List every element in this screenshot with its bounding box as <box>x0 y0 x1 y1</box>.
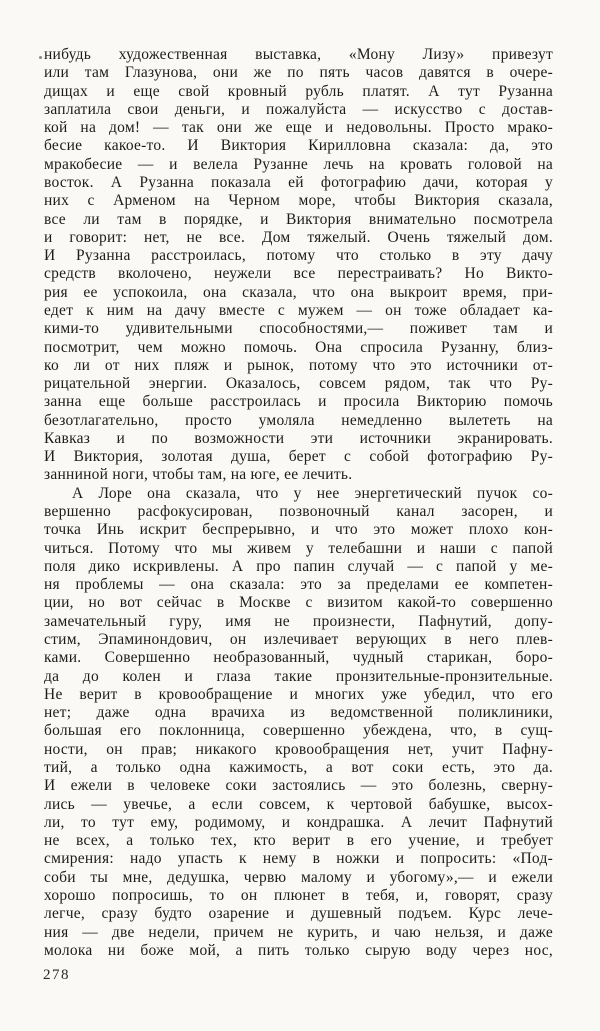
text-line: вершенно расфокусирован, позвоночный канал засорен, и <box>44 503 553 521</box>
text-line: стим, Эпаминондович, он излечивает верующих в него плев- <box>44 631 553 648</box>
text-line: и говорит: нет, не все. Дом тяжелый. Очень тяжелый дом. <box>44 228 553 246</box>
text-line: соби ты мне, дедушка, червю малому и убогому»,— и ежели <box>44 868 553 886</box>
page-text <box>44 46 553 960</box>
text-line: читься. Потому что мы живем у телебашни и наши с папой <box>44 539 553 557</box>
text-line: все ли там в порядке, и Виктория внимательно посмотрела <box>44 210 553 228</box>
text-line: ня проблемы — она сказала: это за пределами ее компетен- <box>44 576 553 594</box>
text-line: безотлагательно, просто умоляла немедленно вылететь на <box>44 411 553 429</box>
text-line: нибудь художественная выставка, «Мону Лизу» привезут <box>44 46 553 63</box>
text-line: нет; даже одна врачиха из ведомственной поликлиники, <box>44 704 553 722</box>
text-line: едет к ним на дачу вместе с мужем — он тоже обладает ка- <box>44 301 553 319</box>
text-line: ли, то тут ему, родимому, и кондрашка. А лечит Пафнутий <box>44 813 553 831</box>
text-line: средств вколочено, неужели все перестраивать? Но Викто- <box>44 265 553 283</box>
text-line: рицательной энергии. Оказалось, совсем рядом, так что Ру- <box>44 375 553 393</box>
text-line: смирения: надо упасть к нему в ножки и попросить: «Под- <box>44 850 553 868</box>
text-line: молока ни боже мой, а пить только сырую воду через нос, <box>44 941 553 959</box>
text-line: мракобесие — и велела Рузанне лечь на кровать головой на <box>44 155 553 173</box>
scan-artifact-dot <box>39 56 42 59</box>
text-line: Не верит в кровообращение и многих уже убедил, что его <box>44 685 553 703</box>
text-line: занна еще больше расстроилась и просила Викторию помочь <box>44 393 553 411</box>
text-line: И Виктория, золотая душа, берет с собой фотографию Ру- <box>44 448 553 466</box>
text-line: рия ее успокоила, она сказала, что она выкроит время, при- <box>44 283 553 301</box>
text-line: ками. Совершенно необразованный, чудный старикан, боро- <box>44 649 553 667</box>
text-line: легче, сразу будто озарение и душевный подъем. Курс лече- <box>44 905 553 923</box>
text-line: занниной ноги, чтобы там, на юге, ее лечить. <box>44 466 353 484</box>
text-line: дищах и еще свой кровный рубль платят. А тут Рузанна <box>44 82 553 100</box>
text-line: большая его поклонница, совершенно убеждена, что, в сущ- <box>44 722 553 740</box>
text-line: точка Инь искрит беспрерывно, и что это может плохо кон- <box>44 521 553 539</box>
text-line: И ежели в человеке соки застоялись — это болезнь, сверну- <box>44 777 553 795</box>
text-line: поля дико искривлены. А про папин случай — с папой у ме- <box>44 557 553 575</box>
text-line: тий, а только одна кажимость, а вот соки есть, это да. <box>44 758 553 776</box>
text-line: А Лоре она сказала, что у нее энергетический пучок со- <box>72 484 553 502</box>
text-line: заплатила свои деньги, и пожалуйста — искусство с достав- <box>44 100 553 118</box>
page-number: 278 <box>43 967 70 983</box>
text-line: лись — увечье, а если совсем, к чертовой бабушке, высох- <box>44 795 553 813</box>
text-line: замечательный гуру, имя не произнести, Пафнутий, допу- <box>44 612 553 630</box>
text-line: ции, но вот сейчас в Москве с визитом какой-то совершенно <box>44 594 553 612</box>
text-line: или там Глазунова, они же по пять часов давятся в очере- <box>44 64 553 82</box>
text-line: них с Арменом на Черном море, чтобы Виктория сказала, <box>44 192 553 210</box>
text-line: да до колен и глаза такие пронзительные-пронзительные. <box>44 667 553 685</box>
text-line: кой на дом! — так они же еще и недовольны. Просто мрако- <box>44 119 553 137</box>
text-line: ности, он прав; никакого кровообращения нет, учит Пафну- <box>44 740 553 758</box>
text-line: кими-то удивительными способностями,— поживет там и <box>44 320 553 338</box>
text-line: восток. А Рузанна показала ей фотографию дачи, которая у <box>44 173 553 191</box>
text-line: хорошо попросишь, то он плюнет в тебя, и, говорят, сразу <box>44 886 553 904</box>
text-line: ния — две недели, причем не курить, и чаю нельзя, и даже <box>44 923 553 941</box>
text-line: И Рузанна расстроилась, потому что столько в эту дачу <box>44 247 553 265</box>
text-line: Кавказ и по возможности эти источники экранировать. <box>44 429 553 447</box>
text-line: ко ли от них пляж и рынок, потому что это источники от- <box>44 356 553 374</box>
text-line: не всех, а только тех, кто верит в его учение, и требует <box>44 832 553 850</box>
text-line: посмотрит, чем можно помочь. Она спросила Рузанну, близ- <box>44 338 553 356</box>
text-line: бесие какое-то. И Виктория Кирилловна сказала: да, это <box>44 137 553 155</box>
